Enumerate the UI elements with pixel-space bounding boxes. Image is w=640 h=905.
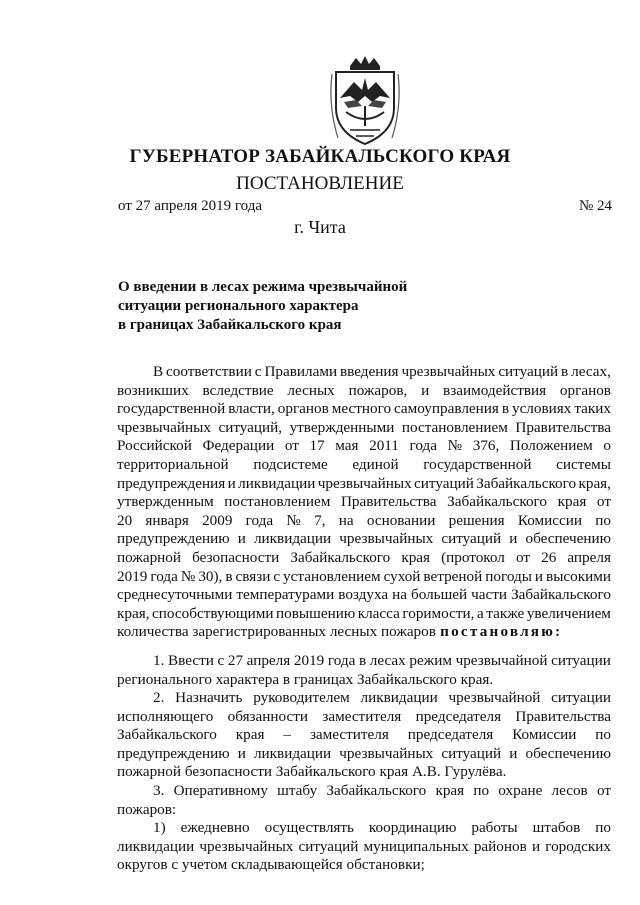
- preamble-last-text: количества зарегистрированных лесных пожаров: [117, 623, 436, 641]
- text-line: пожарной безопасности Забайкальского края А.В. Гурулёва.: [117, 763, 507, 781]
- text-line: территориальной подсистеме единой государственной системы: [117, 455, 611, 473]
- document-number: № 24: [578, 198, 612, 214]
- subject-line: в границах Забайкальского края: [118, 317, 342, 333]
- text-line: ликвидации чрезвычайных ситуаций муниципальных районов и городских: [117, 837, 611, 855]
- text-line: 2. Назначить руководителем ликвидации чрезвычайной ситуации: [153, 689, 611, 707]
- text-line: предупреждению и ликвидации чрезвычайных ситуаций и обеспечению: [117, 530, 611, 548]
- text-line: Забайкальского края – заместителя председателя Комиссии по: [117, 726, 611, 744]
- text-line: 3. Оперативному штабу Забайкальского края по охране лесов от: [153, 782, 611, 800]
- text-line: 1) ежедневно осуществлять координацию работы штабов по: [153, 819, 611, 837]
- text-line: Российской Федерации от 17 мая 2011 года № 376, Положением о: [117, 437, 611, 455]
- text-line: округов с учетом складывающейся обстановки;: [117, 856, 425, 874]
- document-type: ПОСТАНОВЛЕНИЕ: [236, 173, 404, 194]
- text-line: 1. Ввести с 27 апреля 2019 года в лесах режим чрезвычайной ситуации: [153, 651, 611, 669]
- document-subject: [118, 278, 438, 335]
- text-line: предупреждения и ликвидации чрезвычайных ситуаций Забайкальского края,: [117, 474, 611, 492]
- subject-line: ситуации регионального характера: [118, 298, 359, 314]
- text-line: В соответствии с Правилами введения чрезвычайных ситуаций в лесах,: [153, 363, 611, 380]
- item-3-1-paragraph: [117, 819, 611, 875]
- text-line: среднесуточными температурами воздуха на большей части Забайкальского: [117, 586, 611, 604]
- item-3-paragraph: [117, 782, 611, 819]
- text-line: исполняющего обязанности заместителя председателя Правительства: [117, 707, 611, 725]
- text-line: края, способствующими повышению класса горимости, а также увеличением: [117, 604, 611, 622]
- text-line: пожарной безопасности Забайкальского края (протокол от 26 апреля: [117, 548, 611, 566]
- item-2-paragraph: [117, 689, 611, 782]
- text-line: возникших вследствие лесных пожаров, и взаимодействия органов: [117, 381, 611, 399]
- text-line: пожаров:: [117, 800, 177, 818]
- document-city: г. Чита: [294, 217, 346, 237]
- document-body: [117, 363, 611, 875]
- text-line: 20 января 2009 года № 7, на основании решения Комиссии по: [117, 511, 611, 529]
- text-line: [117, 623, 611, 642]
- text-line: предупреждению и ликвидации чрезвычайных ситуаций и обеспечению: [117, 744, 611, 762]
- text-line: регионального характера в границах Забайкальского края.: [117, 670, 494, 688]
- text-line: 2019 года № 30), в связи с установлением сухой ветреной погоды и высокими: [117, 567, 611, 585]
- text-line: чрезвычайных ситуаций, утвержденными постановлением Правительства: [117, 418, 611, 436]
- document-date: от 27 апреля 2019 года: [118, 198, 263, 214]
- decree-word: постановляю:: [440, 623, 563, 641]
- text-line: государственной власти, органов местного самоуправления в условиях таких: [117, 400, 611, 418]
- item-1-paragraph: [117, 652, 611, 689]
- text-line: утвержденным постановлением Правительства Забайкальского края от: [117, 493, 611, 511]
- subject-line: О введении в лесах режима чрезвычайной: [118, 279, 408, 295]
- authority-title: ГУБЕРНАТОР ЗАБАЙКАЛЬСКОГО КРАЯ: [129, 146, 511, 167]
- zabaykalsky-coat-of-arms-icon: [326, 56, 404, 148]
- preamble-paragraph: [117, 363, 611, 642]
